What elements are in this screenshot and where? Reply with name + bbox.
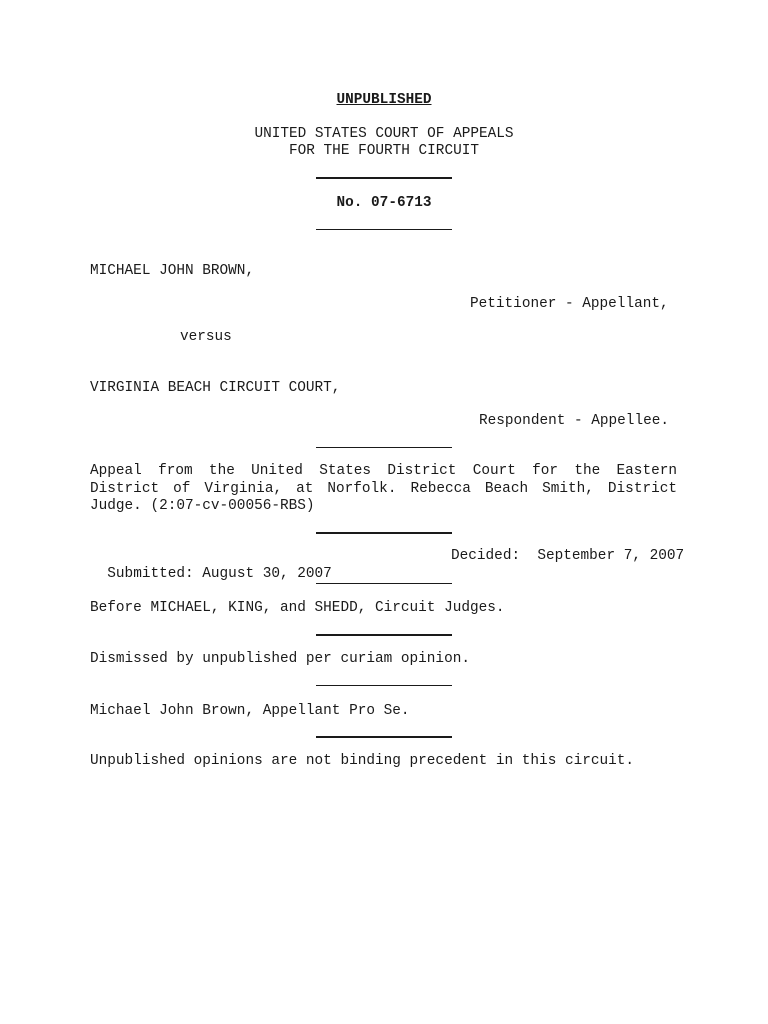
appeal-paragraph [90, 463, 677, 516]
appeal-line: Appeal from the United States District Court for the Eastern [90, 463, 677, 479]
divider-rule [316, 583, 452, 584]
unpublished-heading: UNPUBLISHED [336, 92, 432, 108]
petitioner-role: Petitioner - Appellant, [470, 296, 669, 312]
case-number: No. 07-6713 [336, 195, 432, 211]
divider-rule [316, 229, 452, 230]
appeal-line: Judge. (2:07-cv-00056-RBS) [90, 498, 315, 514]
divider-rule [316, 532, 452, 534]
precedent-notice: Unpublished opinions are not binding precedent in this circuit. [90, 753, 635, 769]
divider-rule [316, 634, 452, 636]
divider-rule [316, 447, 452, 448]
respondent-role: Respondent - Appellee. [479, 413, 669, 429]
submitted-date: Submitted: August 30, 2007 [107, 565, 332, 582]
divider-rule [316, 736, 452, 738]
divider-rule [316, 685, 452, 686]
versus-label: versus [180, 329, 232, 345]
appeal-line: District of Virginia, at Norfolk. Rebecca Beach Smith, District [90, 480, 677, 497]
decided-date: Decided: September 7, 2007 [451, 548, 685, 564]
court-name-line1: UNITED STATES COURT OF APPEALS [254, 126, 514, 142]
respondent-name: VIRGINIA BEACH CIRCUIT COURT, [90, 380, 341, 396]
divider-rule [316, 177, 452, 179]
dates-row [90, 548, 692, 601]
counsel-line: Michael John Brown, Appellant Pro Se. [90, 703, 410, 719]
panel-line: Before MICHAEL, KING, and SHEDD, Circuit Judges. [90, 600, 505, 616]
court-name-line2: FOR THE FOURTH CIRCUIT [289, 143, 479, 159]
petitioner-name: MICHAEL JOHN BROWN, [90, 263, 255, 279]
disposition-line: Dismissed by unpublished per curiam opinion. [90, 651, 470, 667]
